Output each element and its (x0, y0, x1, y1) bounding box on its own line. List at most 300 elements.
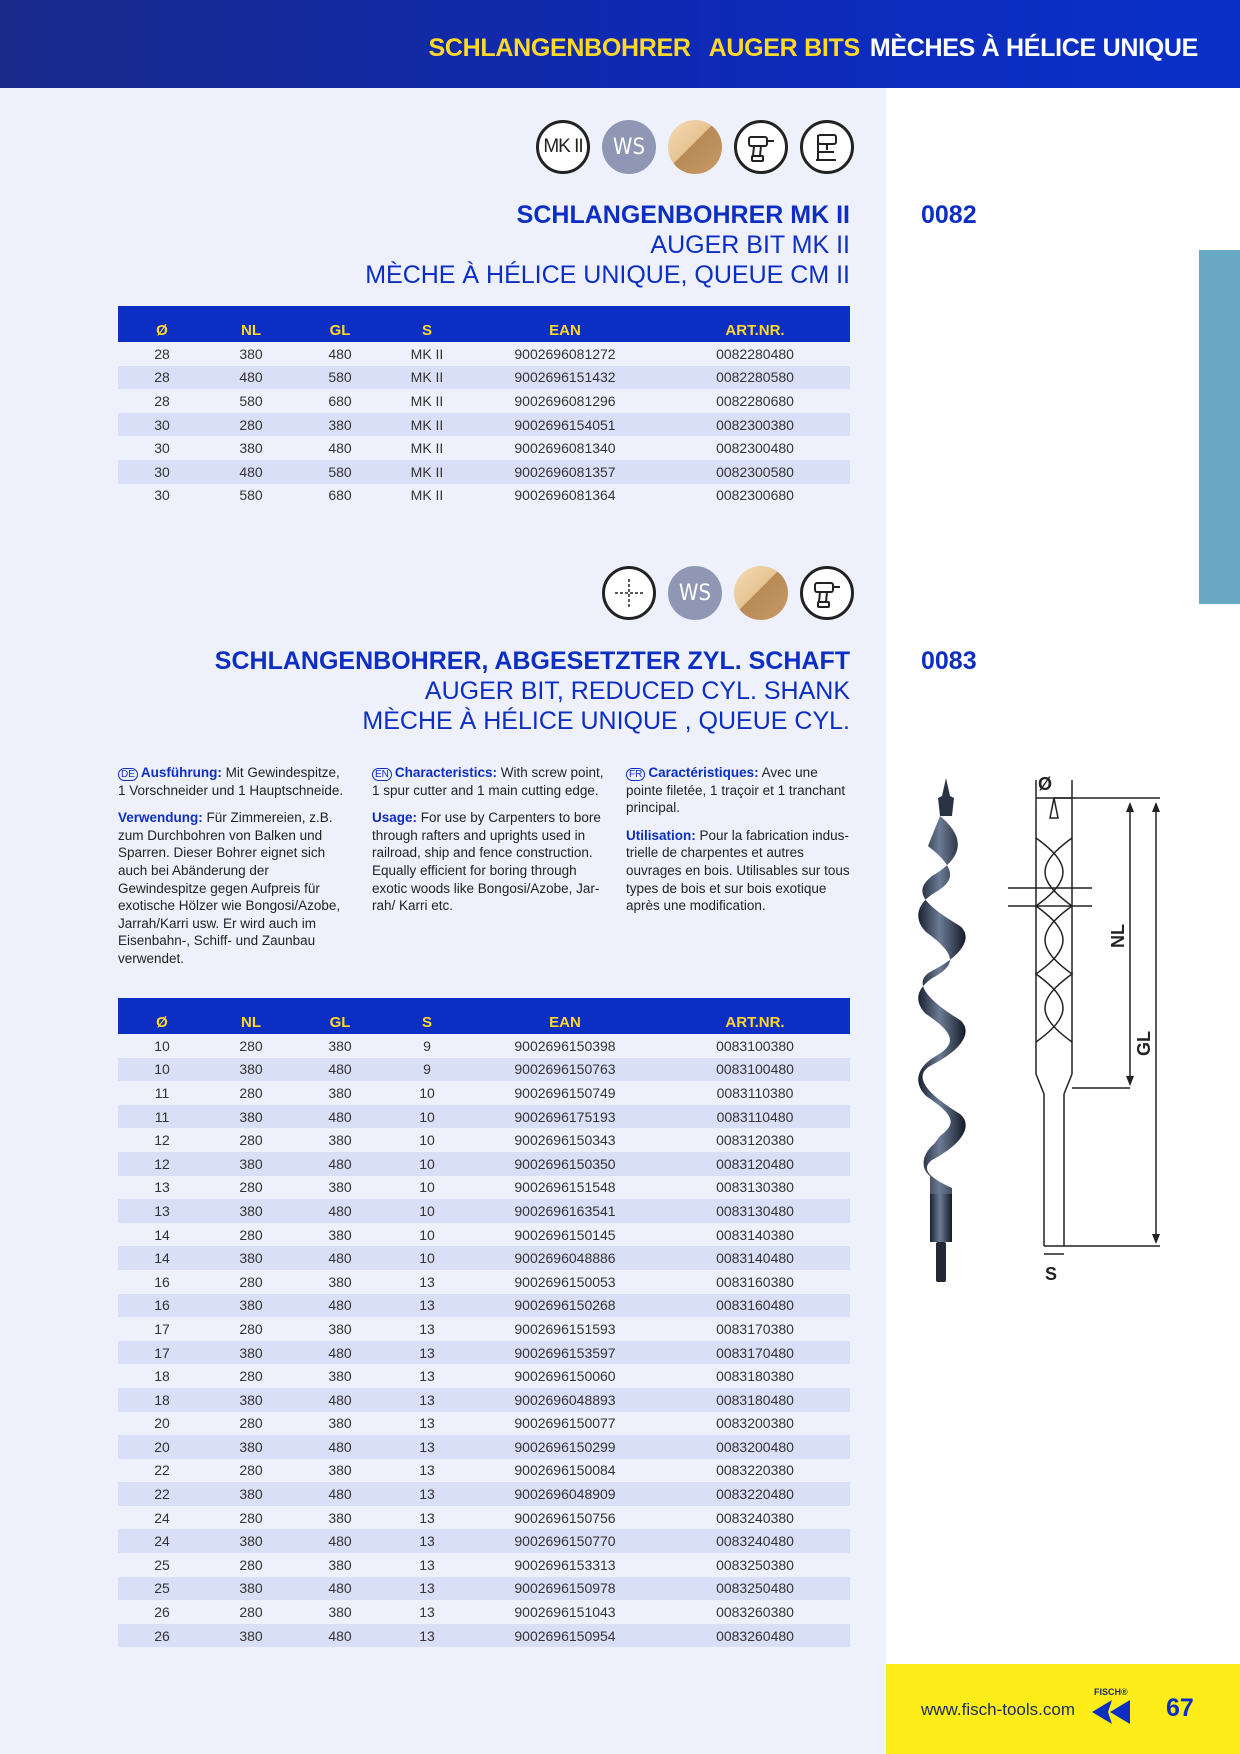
cell-diameter: 26 (154, 1604, 170, 1621)
cell-diameter: 24 (154, 1509, 170, 1526)
cell-s: 13 (419, 1580, 435, 1597)
fisch-logo-icon (1090, 1686, 1132, 1726)
cell-s: MK II (410, 369, 444, 386)
cell-nl: 380 (239, 1250, 263, 1267)
cell-nl: 480 (239, 463, 263, 480)
cell-ean: 9002696151432 (514, 369, 616, 386)
cell-s: 13 (419, 1627, 435, 1644)
cell-nl: 380 (239, 1344, 263, 1361)
cell-diameter: 16 (154, 1297, 170, 1314)
table-row (118, 1341, 850, 1365)
cell-art-nr: 0083200480 (716, 1438, 794, 1455)
cell-art-nr: 0083130480 (716, 1202, 794, 1219)
cell-nl: 280 (239, 1604, 263, 1621)
product2-icons (602, 566, 854, 620)
cell-diameter: 10 (154, 1061, 170, 1078)
cell-diameter: 25 (154, 1556, 170, 1573)
cell-diameter: 22 (154, 1486, 170, 1503)
table-row (118, 1246, 850, 1270)
cell-s: 9 (423, 1037, 431, 1054)
dim-label-diameter: Ø (1038, 774, 1053, 794)
cell-diameter: 24 (154, 1533, 170, 1550)
drill-press-icon (800, 120, 854, 174)
cell-art-nr: 0083180480 (716, 1391, 794, 1408)
cell-s: 13 (419, 1462, 435, 1479)
desc-en-text2: For use by Carpenters to bore through rafters and uprights used in railroad, ship and fence construction. Equally efficient for boring through exotic woods like Bongosi/Azobe, Jar-rah/ Karri etc. (372, 810, 601, 914)
wood-icon (734, 566, 788, 620)
cell-diameter: 20 (154, 1415, 170, 1432)
cell-ean: 9002696163541 (514, 1202, 616, 1219)
cell-s: 10 (419, 1132, 435, 1149)
product2-table (118, 998, 850, 1647)
col-s: S (421, 1013, 432, 1031)
table-row (118, 1034, 850, 1058)
cell-art-nr: 0083110480 (716, 1108, 794, 1125)
cell-gl: 480 (328, 1627, 352, 1644)
cell-diameter: 30 (154, 463, 170, 480)
product2-title-fr: MÈCHE À HÉLICE UNIQUE , QUEUE CYL. (362, 707, 850, 735)
table-row (118, 1105, 850, 1129)
cell-ean: 9002696150343 (514, 1132, 616, 1149)
cell-ean: 9002696048886 (514, 1250, 616, 1267)
cell-ean: 9002696150398 (514, 1037, 616, 1054)
desc-fr-label2: Utilisation: (626, 827, 696, 843)
cell-s: 10 (419, 1226, 435, 1243)
cell-diameter: 14 (154, 1250, 170, 1267)
desc-fr-label1: Caractéristiques: (648, 765, 759, 780)
table-row (118, 1223, 850, 1247)
cell-gl: 380 (328, 1462, 352, 1479)
cell-nl: 280 (239, 1415, 263, 1432)
table-row (118, 1600, 850, 1624)
cell-gl: 480 (328, 440, 352, 457)
cell-ean: 9002696151593 (514, 1320, 616, 1337)
description-fr (626, 764, 858, 925)
cell-nl: 380 (239, 440, 263, 457)
cell-ean: 9002696081296 (514, 392, 616, 409)
cell-gl: 480 (328, 1533, 352, 1550)
table-row (118, 436, 850, 460)
table-row (118, 1270, 850, 1294)
cell-ean: 9002696151548 (514, 1179, 616, 1196)
desc-de-text2: Für Zimmereien, z.B. zum Durchbohren von Balken und Sparren. Dieser Bohrer eignet sich auch bei Abänderung der Gewindespitze gegen Aufpreis für exotische Hölzer wie Bongosi/Azobe, Jarrah/Karri usw. Er wird auch im Eisenbahn-, Schiff- und Zaunbau verwendet. (118, 810, 341, 966)
cell-gl: 380 (328, 1084, 352, 1101)
cell-art-nr: 0083120380 (716, 1132, 794, 1149)
cell-nl: 280 (239, 416, 263, 433)
dim-label-s: S (1045, 1264, 1058, 1284)
auger-bit-photo (916, 776, 976, 1286)
cell-nl: 280 (239, 1556, 263, 1573)
table-row (118, 1058, 850, 1082)
cell-ean: 9002696151043 (514, 1604, 616, 1621)
cell-gl: 480 (328, 1202, 352, 1219)
cell-nl: 380 (239, 1486, 263, 1503)
cell-ean: 9002696153313 (514, 1556, 616, 1573)
cell-gl: 380 (328, 1604, 352, 1621)
cell-diameter: 30 (154, 440, 170, 457)
desc-fr-text2: Pour la fabrication indus-trielle de charpentes et autres ouvrages en bois. Utilisables sur tous types de bois et sur bois exotique après une modification. (626, 827, 850, 914)
page-footer (886, 1664, 1240, 1754)
table-header (118, 998, 850, 1034)
cell-diameter: 17 (154, 1320, 170, 1337)
product1-icons (536, 120, 854, 174)
cell-gl: 480 (328, 1108, 352, 1125)
ws-material-icon: WS (602, 120, 656, 174)
cell-ean: 9002696153597 (514, 1344, 616, 1361)
col-nl: NL (241, 321, 261, 339)
cell-nl: 480 (239, 369, 263, 386)
cell-gl: 480 (328, 1580, 352, 1597)
cell-nl: 380 (239, 1155, 263, 1172)
cell-art-nr: 0083260380 (716, 1604, 794, 1621)
cell-s: 10 (419, 1250, 435, 1267)
cell-art-nr: 0083250380 (716, 1556, 794, 1573)
cell-diameter: 13 (154, 1179, 170, 1196)
cell-s: 10 (419, 1155, 435, 1172)
cell-ean: 9002696150077 (514, 1415, 616, 1432)
product1-title-de: SCHLANGENBOHRER MK II (516, 201, 850, 229)
cell-gl: 380 (328, 1037, 352, 1054)
cell-art-nr: 0083220480 (716, 1486, 794, 1503)
cell-ean: 9002696150954 (514, 1627, 616, 1644)
cell-art-nr: 0082300580 (716, 463, 794, 480)
cell-ean: 9002696150299 (514, 1438, 616, 1455)
cell-art-nr: 0083110380 (716, 1084, 794, 1101)
header-title-fr: MÈCHES À HÉLICE UNIQUE (869, 34, 1198, 62)
table-row (118, 413, 850, 437)
table-row (118, 1294, 850, 1318)
lang-badge-en: EN (372, 768, 392, 781)
cell-art-nr: 0082300680 (716, 487, 794, 504)
cell-gl: 680 (328, 487, 352, 504)
product2-title-en: AUGER BIT, REDUCED CYL. SHANK (424, 677, 850, 705)
cell-s: 13 (419, 1273, 435, 1290)
cell-art-nr: 0083170380 (716, 1320, 794, 1337)
desc-de-text1: Mit Gewindespitze, 1 Vorschneider und 1 Hauptschneide. (118, 765, 344, 798)
description-de (118, 764, 350, 978)
desc-en-text1: With screw point, 1 spur cutter and 1 main cutting edge. (372, 765, 604, 798)
table-row (118, 1364, 850, 1388)
col-nl: NL (241, 1013, 261, 1031)
table-row (118, 1199, 850, 1223)
cell-gl: 580 (328, 369, 352, 386)
col-s: S (421, 321, 432, 339)
col-gl: GL (329, 321, 351, 339)
header-title-en: AUGER BITS (708, 34, 860, 62)
cell-nl: 380 (239, 1297, 263, 1314)
cell-nl: 380 (239, 1391, 263, 1408)
cell-s: 13 (419, 1486, 435, 1503)
cell-gl: 380 (328, 1556, 352, 1573)
mk2-shank-icon (536, 120, 590, 174)
cell-s: 13 (419, 1556, 435, 1573)
cell-diameter: 20 (154, 1438, 170, 1455)
cell-ean: 9002696081340 (514, 440, 616, 457)
cell-diameter: 22 (154, 1462, 170, 1479)
cell-diameter: 28 (154, 369, 170, 386)
table-row (118, 1128, 850, 1152)
table-row (118, 1152, 850, 1176)
wood-icon (668, 120, 722, 174)
cell-ean: 9002696150145 (514, 1226, 616, 1243)
cell-nl: 380 (239, 1438, 263, 1455)
cell-ean: 9002696081364 (514, 487, 616, 504)
cell-ean: 9002696048893 (514, 1391, 616, 1408)
product1-table (118, 306, 850, 507)
page-number: 67 (1166, 1694, 1194, 1722)
table-row (118, 1482, 850, 1506)
lang-badge-fr: FR (626, 768, 645, 781)
cell-gl: 480 (328, 1297, 352, 1314)
cell-diameter: 18 (154, 1391, 170, 1408)
table-row (118, 1176, 850, 1200)
table-row (118, 1459, 850, 1483)
cell-nl: 280 (239, 1037, 263, 1054)
cell-ean: 9002696150084 (514, 1462, 616, 1479)
logo-text: FISCH® (1094, 1687, 1128, 1697)
header-title-de: SCHLANGENBOHRER (428, 34, 691, 62)
cell-ean: 9002696150770 (514, 1533, 616, 1550)
cell-diameter: 16 (154, 1273, 170, 1290)
cell-diameter: 25 (154, 1580, 170, 1597)
cell-gl: 480 (328, 1391, 352, 1408)
table-row (118, 1317, 850, 1341)
cell-s: 10 (419, 1179, 435, 1196)
mk2-label: MK II (543, 136, 583, 157)
cell-diameter: 11 (154, 1084, 170, 1101)
cell-s: 13 (419, 1438, 435, 1455)
cell-s: 13 (419, 1344, 435, 1361)
cell-diameter: 10 (154, 1037, 170, 1054)
cell-ean: 9002696150978 (514, 1580, 616, 1597)
cell-diameter: 17 (154, 1344, 170, 1361)
table-row (118, 1624, 850, 1648)
cell-art-nr: 0083170480 (716, 1344, 794, 1361)
desc-de-label1: Ausführung: (140, 765, 222, 780)
cell-s: 13 (419, 1391, 435, 1408)
cell-s: 10 (419, 1084, 435, 1101)
cell-gl: 480 (328, 1438, 352, 1455)
cell-art-nr: 0083240380 (716, 1509, 794, 1526)
cell-art-nr: 0083100380 (716, 1037, 794, 1054)
col-gl: GL (329, 1013, 351, 1031)
cell-diameter: 13 (154, 1202, 170, 1219)
desc-fr-text1: Avec une pointe filetée, 1 traçoir et 1 tranchant principal. (626, 765, 846, 816)
cell-s: MK II (410, 416, 444, 433)
cell-ean: 9002696150060 (514, 1368, 616, 1385)
cell-s: 10 (419, 1202, 435, 1219)
col-diameter: Ø (156, 1013, 168, 1031)
table-row (118, 389, 850, 413)
cell-s: 9 (423, 1061, 431, 1078)
cell-nl: 280 (239, 1273, 263, 1290)
cell-nl: 280 (239, 1320, 263, 1337)
table-row (118, 1388, 850, 1412)
cell-nl: 380 (239, 1108, 263, 1125)
cell-diameter: 30 (154, 416, 170, 433)
cell-diameter: 18 (154, 1368, 170, 1385)
power-drill-icon (734, 120, 788, 174)
cell-ean: 9002696150268 (514, 1297, 616, 1314)
cell-art-nr: 0082300380 (716, 416, 794, 433)
cell-gl: 680 (328, 392, 352, 409)
product1-title (365, 200, 850, 290)
power-drill-icon (800, 566, 854, 620)
cell-gl: 380 (328, 1415, 352, 1432)
product1-art-no: 0082 (921, 201, 977, 229)
cell-diameter: 14 (154, 1226, 170, 1243)
cell-ean: 9002696150350 (514, 1155, 616, 1172)
cell-art-nr: 0083160480 (716, 1297, 794, 1314)
table-row (118, 1553, 850, 1577)
cell-s: MK II (410, 345, 444, 362)
cell-s: 10 (419, 1108, 435, 1125)
cell-gl: 480 (328, 1061, 352, 1078)
cell-gl: 380 (328, 1320, 352, 1337)
cell-ean: 9002696048909 (514, 1486, 616, 1503)
cell-gl: 380 (328, 1273, 352, 1290)
cell-s: 13 (419, 1368, 435, 1385)
cell-gl: 480 (328, 1344, 352, 1361)
description-en (372, 764, 604, 925)
cell-gl: 580 (328, 463, 352, 480)
cell-diameter: 12 (154, 1132, 170, 1149)
cell-ean: 9002696154051 (514, 416, 616, 433)
cell-art-nr: 0083140480 (716, 1250, 794, 1267)
cell-ean: 9002696081272 (514, 345, 616, 362)
table-row (118, 1529, 850, 1553)
desc-en-label2: Usage: (372, 810, 418, 826)
table-row (118, 1435, 850, 1459)
cell-diameter: 26 (154, 1627, 170, 1644)
cell-nl: 280 (239, 1509, 263, 1526)
cell-s: MK II (410, 487, 444, 504)
lang-badge-de: DE (118, 768, 138, 781)
desc-en-label1: Characteristics: (394, 765, 497, 780)
cell-art-nr: 0082280680 (716, 392, 794, 409)
table-row (118, 366, 850, 390)
cell-nl: 280 (239, 1084, 263, 1101)
table-header (118, 306, 850, 342)
header-titles (428, 34, 1198, 63)
cell-s: 13 (419, 1320, 435, 1337)
cell-s: MK II (410, 392, 444, 409)
product2-title (215, 646, 850, 736)
cell-nl: 280 (239, 1179, 263, 1196)
col-ean: EAN (549, 1013, 581, 1031)
cell-art-nr: 0083240480 (716, 1533, 794, 1550)
cell-gl: 380 (328, 1509, 352, 1526)
cell-nl: 280 (239, 1132, 263, 1149)
cell-gl: 380 (328, 1226, 352, 1243)
cell-s: 13 (419, 1604, 435, 1621)
cell-diameter: 30 (154, 487, 170, 504)
cell-s: MK II (410, 463, 444, 480)
table-row (118, 460, 850, 484)
table-row (118, 1577, 850, 1601)
cell-nl: 380 (239, 1061, 263, 1078)
cell-ean: 9002696175193 (514, 1108, 616, 1125)
technical-drawing (1000, 768, 1170, 1298)
product2-art-no: 0083 (921, 647, 977, 675)
cell-s: 13 (419, 1509, 435, 1526)
product1-title-en: AUGER BIT MK II (650, 231, 850, 259)
cell-diameter: 28 (154, 345, 170, 362)
cell-art-nr: 0082300480 (716, 440, 794, 457)
cell-art-nr: 0083180380 (716, 1368, 794, 1385)
cell-nl: 280 (239, 1226, 263, 1243)
product1-title-fr: MÈCHE À HÉLICE UNIQUE, QUEUE CM II (365, 261, 850, 289)
table-row (118, 1412, 850, 1436)
cell-ean: 9002696150053 (514, 1273, 616, 1290)
chapter-tab (1199, 250, 1240, 604)
website-link[interactable]: www.fisch-tools.com (921, 1700, 1075, 1719)
cell-nl: 580 (239, 487, 263, 504)
cell-nl: 380 (239, 1627, 263, 1644)
cell-gl: 380 (328, 416, 352, 433)
table-row (118, 484, 850, 508)
cylindrical-shank-icon (602, 566, 656, 620)
cell-art-nr: 0083250480 (716, 1580, 794, 1597)
cell-ean: 9002696150756 (514, 1509, 616, 1526)
cell-diameter: 12 (154, 1155, 170, 1172)
cell-nl: 580 (239, 392, 263, 409)
table-row (118, 342, 850, 366)
cell-ean: 9002696150763 (514, 1061, 616, 1078)
col-ean: EAN (549, 321, 581, 339)
cell-gl: 480 (328, 1250, 352, 1267)
cell-art-nr: 0083100480 (716, 1061, 794, 1078)
col-diameter: Ø (156, 321, 168, 339)
desc-de-label2: Verwendung: (118, 810, 203, 826)
cell-art-nr: 0083160380 (716, 1273, 794, 1290)
cell-art-nr: 0083140380 (716, 1226, 794, 1243)
cell-s: 13 (419, 1415, 435, 1432)
cell-nl: 380 (239, 345, 263, 362)
col-art-nr: ART.NR. (725, 1013, 785, 1031)
table-row (118, 1506, 850, 1530)
table-row (118, 1081, 850, 1105)
cell-gl: 380 (328, 1179, 352, 1196)
product2-title-de: SCHLANGENBOHRER, ABGESETZTER ZYL. SCHAFT (214, 647, 850, 675)
dim-label-gl: GL (1134, 1031, 1154, 1056)
cell-art-nr: 0083260480 (716, 1627, 794, 1644)
cell-art-nr: 0083120480 (716, 1155, 794, 1172)
dim-label-nl: NL (1108, 924, 1128, 948)
col-art-nr: ART.NR. (725, 321, 785, 339)
cell-nl: 380 (239, 1533, 263, 1550)
cell-gl: 480 (328, 345, 352, 362)
page-header (0, 0, 1240, 88)
cell-gl: 480 (328, 1155, 352, 1172)
cell-art-nr: 0082280580 (716, 369, 794, 386)
cell-s: MK II (410, 440, 444, 457)
cell-gl: 380 (328, 1368, 352, 1385)
cell-art-nr: 0083220380 (716, 1462, 794, 1479)
cell-nl: 380 (239, 1202, 263, 1219)
cell-art-nr: 0083130380 (716, 1179, 794, 1196)
cell-nl: 380 (239, 1580, 263, 1597)
cell-s: 13 (419, 1297, 435, 1314)
cell-nl: 280 (239, 1368, 263, 1385)
cell-diameter: 28 (154, 392, 170, 409)
cell-art-nr: 0083200380 (716, 1415, 794, 1432)
cell-gl: 480 (328, 1486, 352, 1503)
cell-art-nr: 0082280480 (716, 345, 794, 362)
cell-s: 13 (419, 1533, 435, 1550)
cell-ean: 9002696081357 (514, 463, 616, 480)
cell-gl: 380 (328, 1132, 352, 1149)
